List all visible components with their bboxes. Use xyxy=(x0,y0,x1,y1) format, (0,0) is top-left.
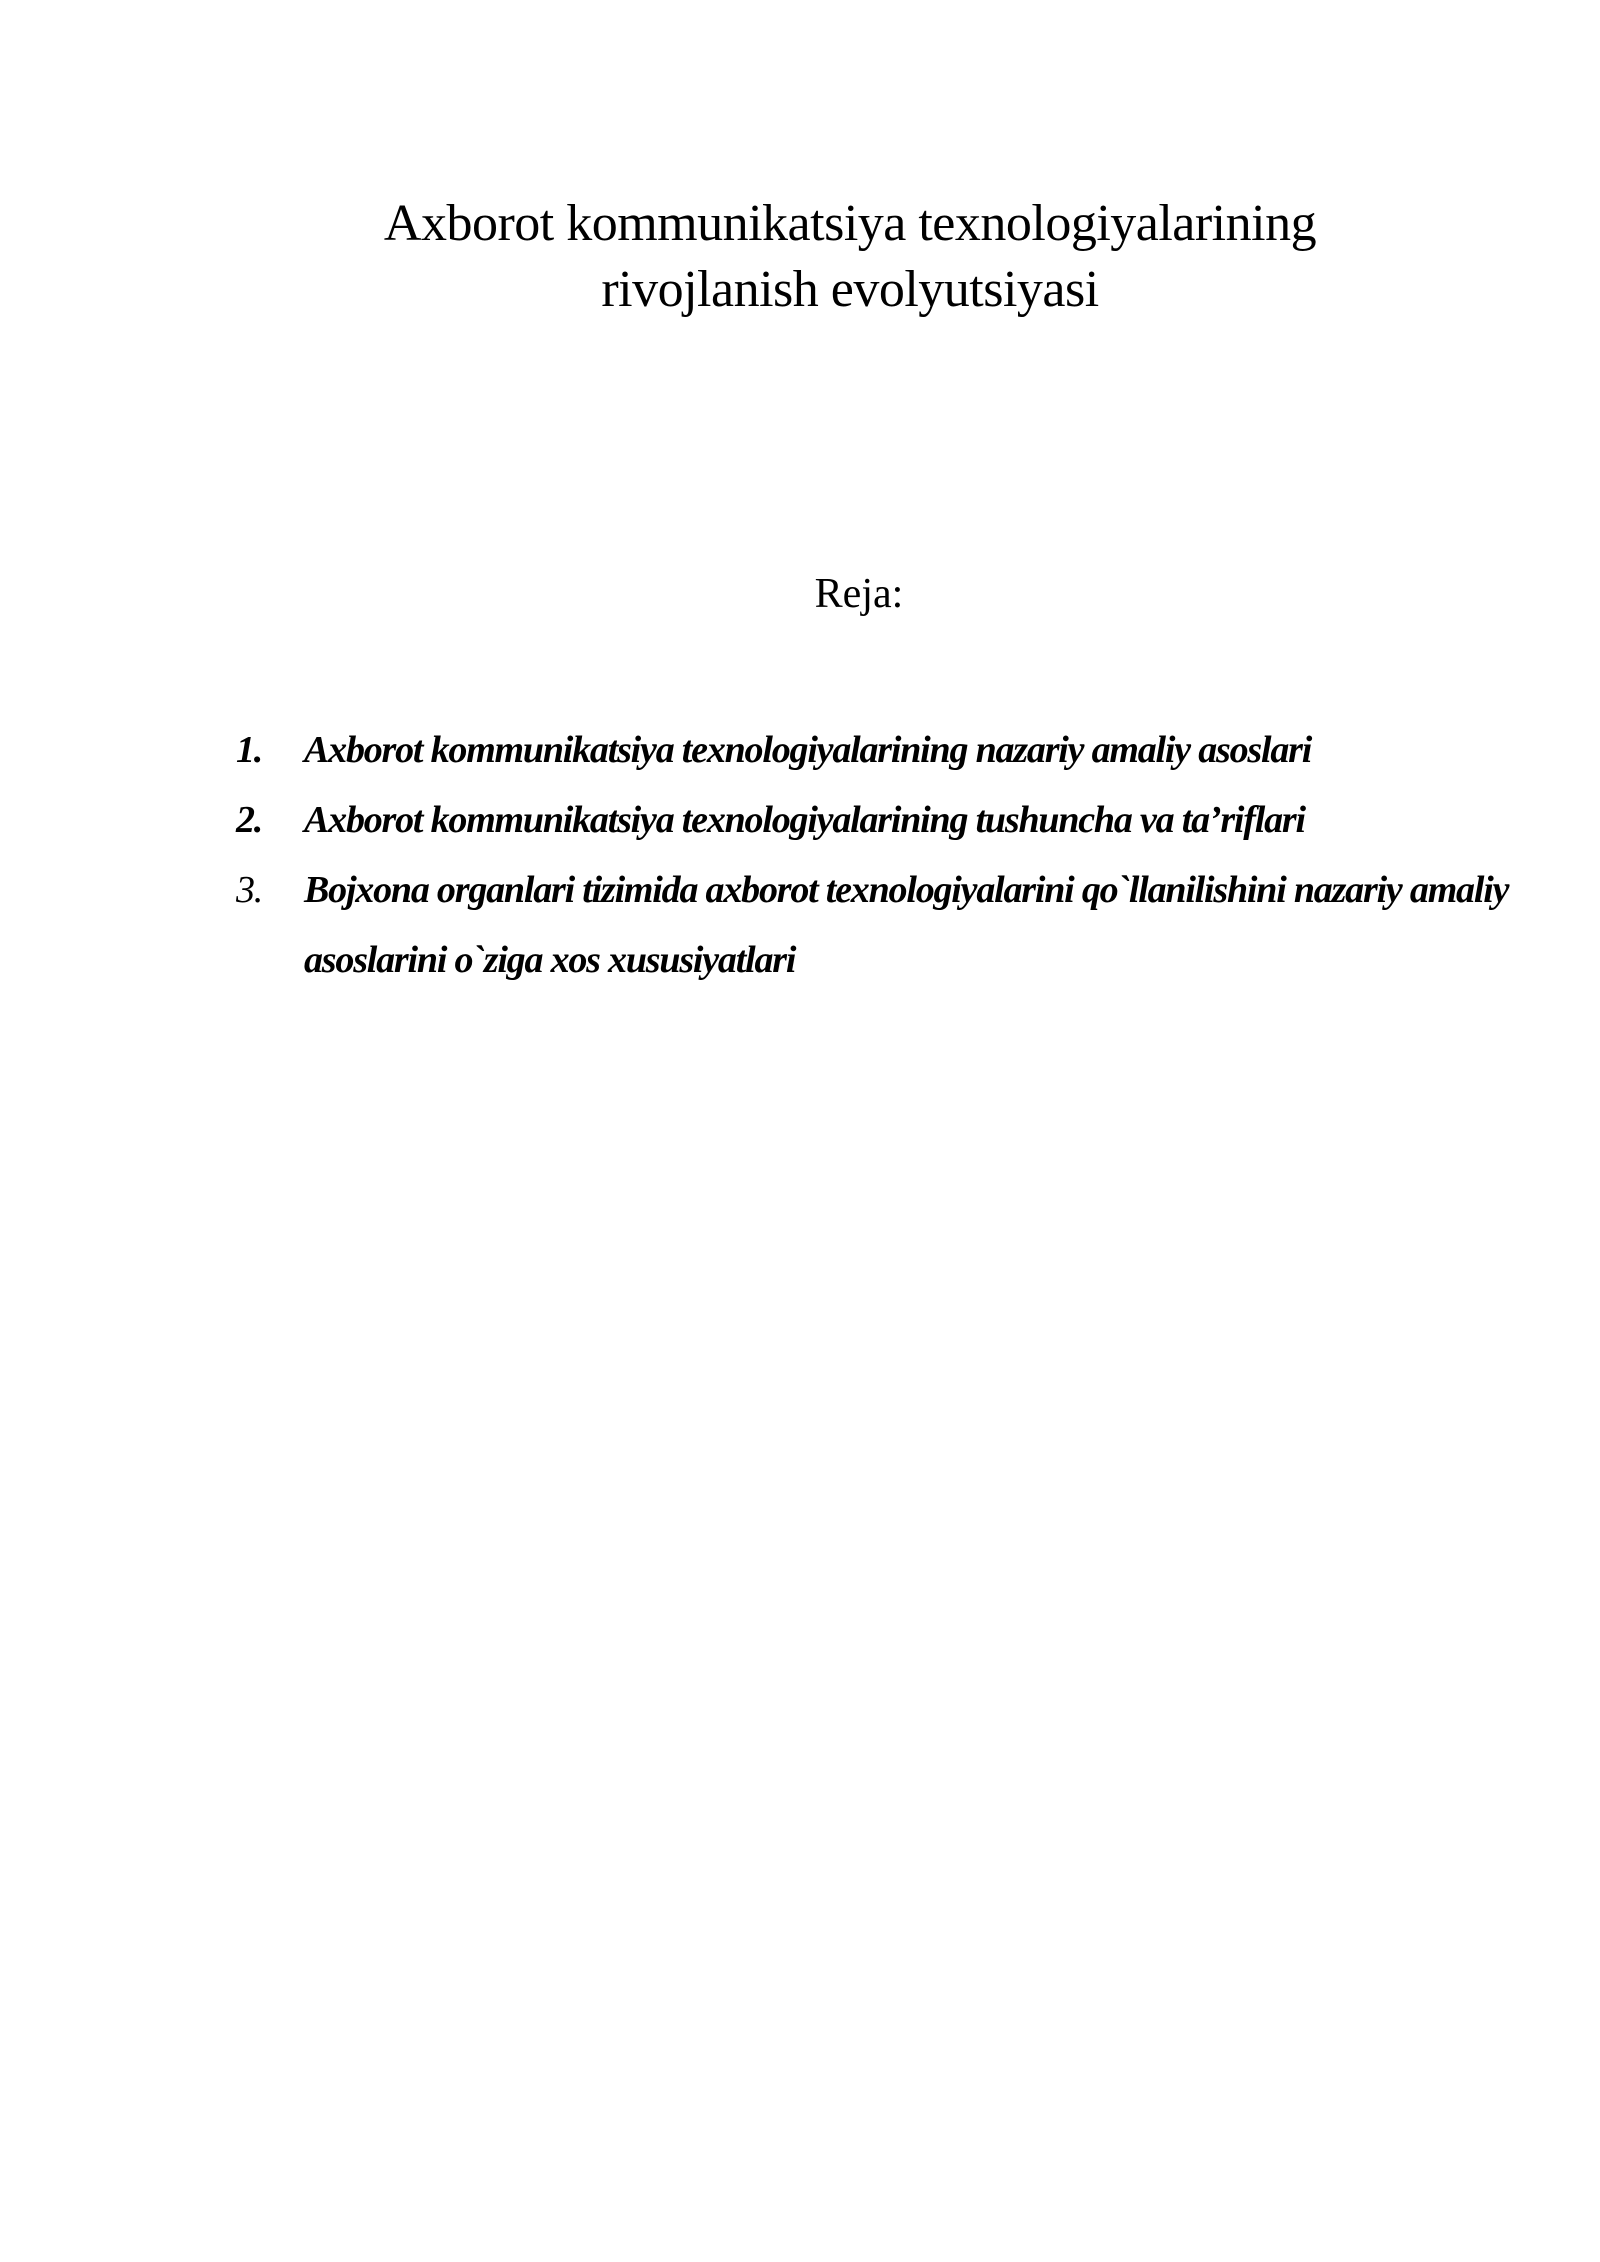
document-title xyxy=(0,191,1600,323)
plan-heading: Reja: xyxy=(814,571,904,617)
plan-item-number: 1. xyxy=(236,729,263,771)
plan-item-2 xyxy=(236,785,1536,855)
plan-item-1 xyxy=(236,715,1536,785)
plan-item-text: Axborot kommunikatsiya texnologiyalarining tushuncha va ta’riflari xyxy=(304,799,1305,841)
plan-item-text: Axborot kommunikatsiya texnologiyalarining nazariy amaliy asoslari xyxy=(304,729,1312,771)
plan-item-text: Bojxona organlari tizimida axborot texnologiyalarini qo`llanilishini nazariy amaliy asoslarini o`ziga xos xususiyatlari xyxy=(304,869,1509,981)
document-title-line-2: rivojlanish evolyutsiyasi xyxy=(601,260,1099,318)
plan-item-number: 3. xyxy=(236,869,263,911)
plan-list xyxy=(236,715,1536,995)
plan-item-3 xyxy=(236,855,1536,995)
plan-item-number: 2. xyxy=(236,799,263,841)
document-title-line-1: Axborot kommunikatsiya texnologiyalarining xyxy=(383,194,1317,252)
